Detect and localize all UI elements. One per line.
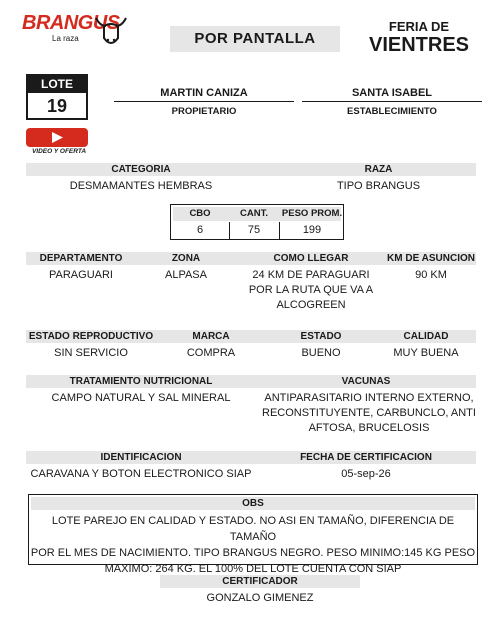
- stats-value-cant: 75: [247, 224, 261, 236]
- tratamiento-value: CAMPO NATURAL Y SAL MINERAL: [51, 392, 231, 404]
- brand-logo: [22, 12, 122, 52]
- km-asuncion-value: 90 KM: [415, 269, 447, 281]
- establishment-caption: ESTABLECIMIENTO: [347, 106, 437, 117]
- calidad-value: MUY BUENA: [393, 347, 459, 359]
- stats-table: [170, 204, 344, 240]
- stats-value-cbo: 6: [196, 224, 204, 236]
- identificacion-value: CARAVANA Y BOTON ELECTRONICO SIAP: [30, 468, 252, 480]
- obs-label: OBS: [242, 498, 264, 509]
- identificacion-label: IDENTIFICACION: [100, 452, 182, 463]
- status-header-row: [26, 330, 476, 343]
- fair-title: [360, 20, 478, 56]
- como-llegar-label: COMO LLEGAR: [273, 253, 349, 264]
- obs-text: LOTE PAREJO EN CALIDAD Y ESTADO. NO ASI EN TAMAÑO, DIFERENCIA DE TAMAÑO POR EL MES DE NACIMIENTO. TIPO BRANGUS NEGRO. PESO MINIMO:145 KG PESO MAXIMO: 264 KG. EL 100% DEL LOTE CUENTA CON SIAP: [30, 515, 476, 575]
- treatment-header-row: [26, 375, 476, 388]
- raza-value: TIPO BRANGUS: [336, 180, 421, 192]
- estado-reproductivo-label: ESTADO REPRODUCTIVO: [28, 331, 154, 342]
- lote-label: LOTE: [28, 76, 86, 93]
- location-header-row: [26, 252, 476, 265]
- certificador-header: [160, 575, 360, 588]
- raza-label: RAZA: [364, 164, 393, 175]
- brand-tagline: La raza: [52, 34, 79, 43]
- categoria-label: CATEGORIA: [111, 164, 171, 175]
- stats-value-peso: 199: [302, 224, 322, 236]
- fair-line2: VIENTRES: [368, 34, 470, 56]
- estado-label: ESTADO: [300, 331, 342, 342]
- fecha-label: FECHA DE CERTIFICACION: [300, 452, 432, 463]
- categoria-value: DESMAMANTES HEMBRAS: [69, 180, 213, 192]
- marca-value: COMPRA: [186, 347, 236, 359]
- certificador-label: CERTIFICADOR: [222, 576, 298, 587]
- stats-header-cant: CANT.: [240, 208, 268, 219]
- category-header-row: [26, 163, 476, 176]
- lote-box: [26, 74, 88, 120]
- bull-head-icon: [94, 14, 128, 50]
- lote-number: 19: [46, 96, 68, 116]
- mode-label: POR PANTALLA: [194, 30, 316, 47]
- establishment-block: [302, 86, 482, 119]
- certificador-value: GONZALO GIMENEZ: [206, 592, 314, 604]
- departamento-value: PARAGUARI: [49, 269, 113, 281]
- stats-header-peso: PESO PROM.: [281, 208, 343, 219]
- owner-block: [114, 86, 294, 119]
- identification-header-row: [26, 451, 476, 464]
- zona-value: ALPASA: [165, 269, 207, 281]
- owner-caption: PROPIETARIO: [171, 106, 237, 117]
- departamento-label: DEPARTAMENTO: [39, 253, 123, 264]
- como-llegar-value: 24 KM DE PARAGUARI POR LA RUTA QUE VA A ALCOGREEN: [248, 269, 374, 311]
- zona-label: ZONA: [171, 253, 201, 264]
- km-asuncion-label: KM DE ASUNCION: [387, 253, 475, 264]
- stats-header-cbo: CBO: [189, 208, 211, 219]
- marca-label: MARCA: [192, 331, 230, 342]
- fair-line1: FERIA DE: [388, 19, 450, 34]
- fecha-value: 05-sep-26: [341, 468, 391, 480]
- owner-name: MARTIN CANIZA: [160, 87, 248, 99]
- mode-banner: [170, 26, 340, 52]
- video-button[interactable]: [26, 128, 88, 147]
- establishment-name: SANTA ISABEL: [351, 87, 433, 99]
- tratamiento-label: TRATAMIENTO NUTRICIONAL: [69, 376, 213, 387]
- vacunas-label: VACUNAS: [341, 376, 391, 387]
- obs-box: [28, 494, 478, 575]
- estado-value: BUENO: [301, 347, 341, 359]
- video-label: VIDEO Y OFERTA: [31, 148, 87, 155]
- calidad-label: CALIDAD: [403, 331, 449, 342]
- brand-name: BRANGUS: [22, 12, 120, 34]
- vacunas-value: ANTIPARASITARIO INTERNO EXTERNO, RECONSTITUYENTE, CARBUNCLO, ANTI AFTOSA, BRUCELOSIS: [262, 392, 476, 434]
- estado-reproductivo-value: SIN SERVICIO: [54, 347, 128, 359]
- play-icon: [50, 132, 64, 143]
